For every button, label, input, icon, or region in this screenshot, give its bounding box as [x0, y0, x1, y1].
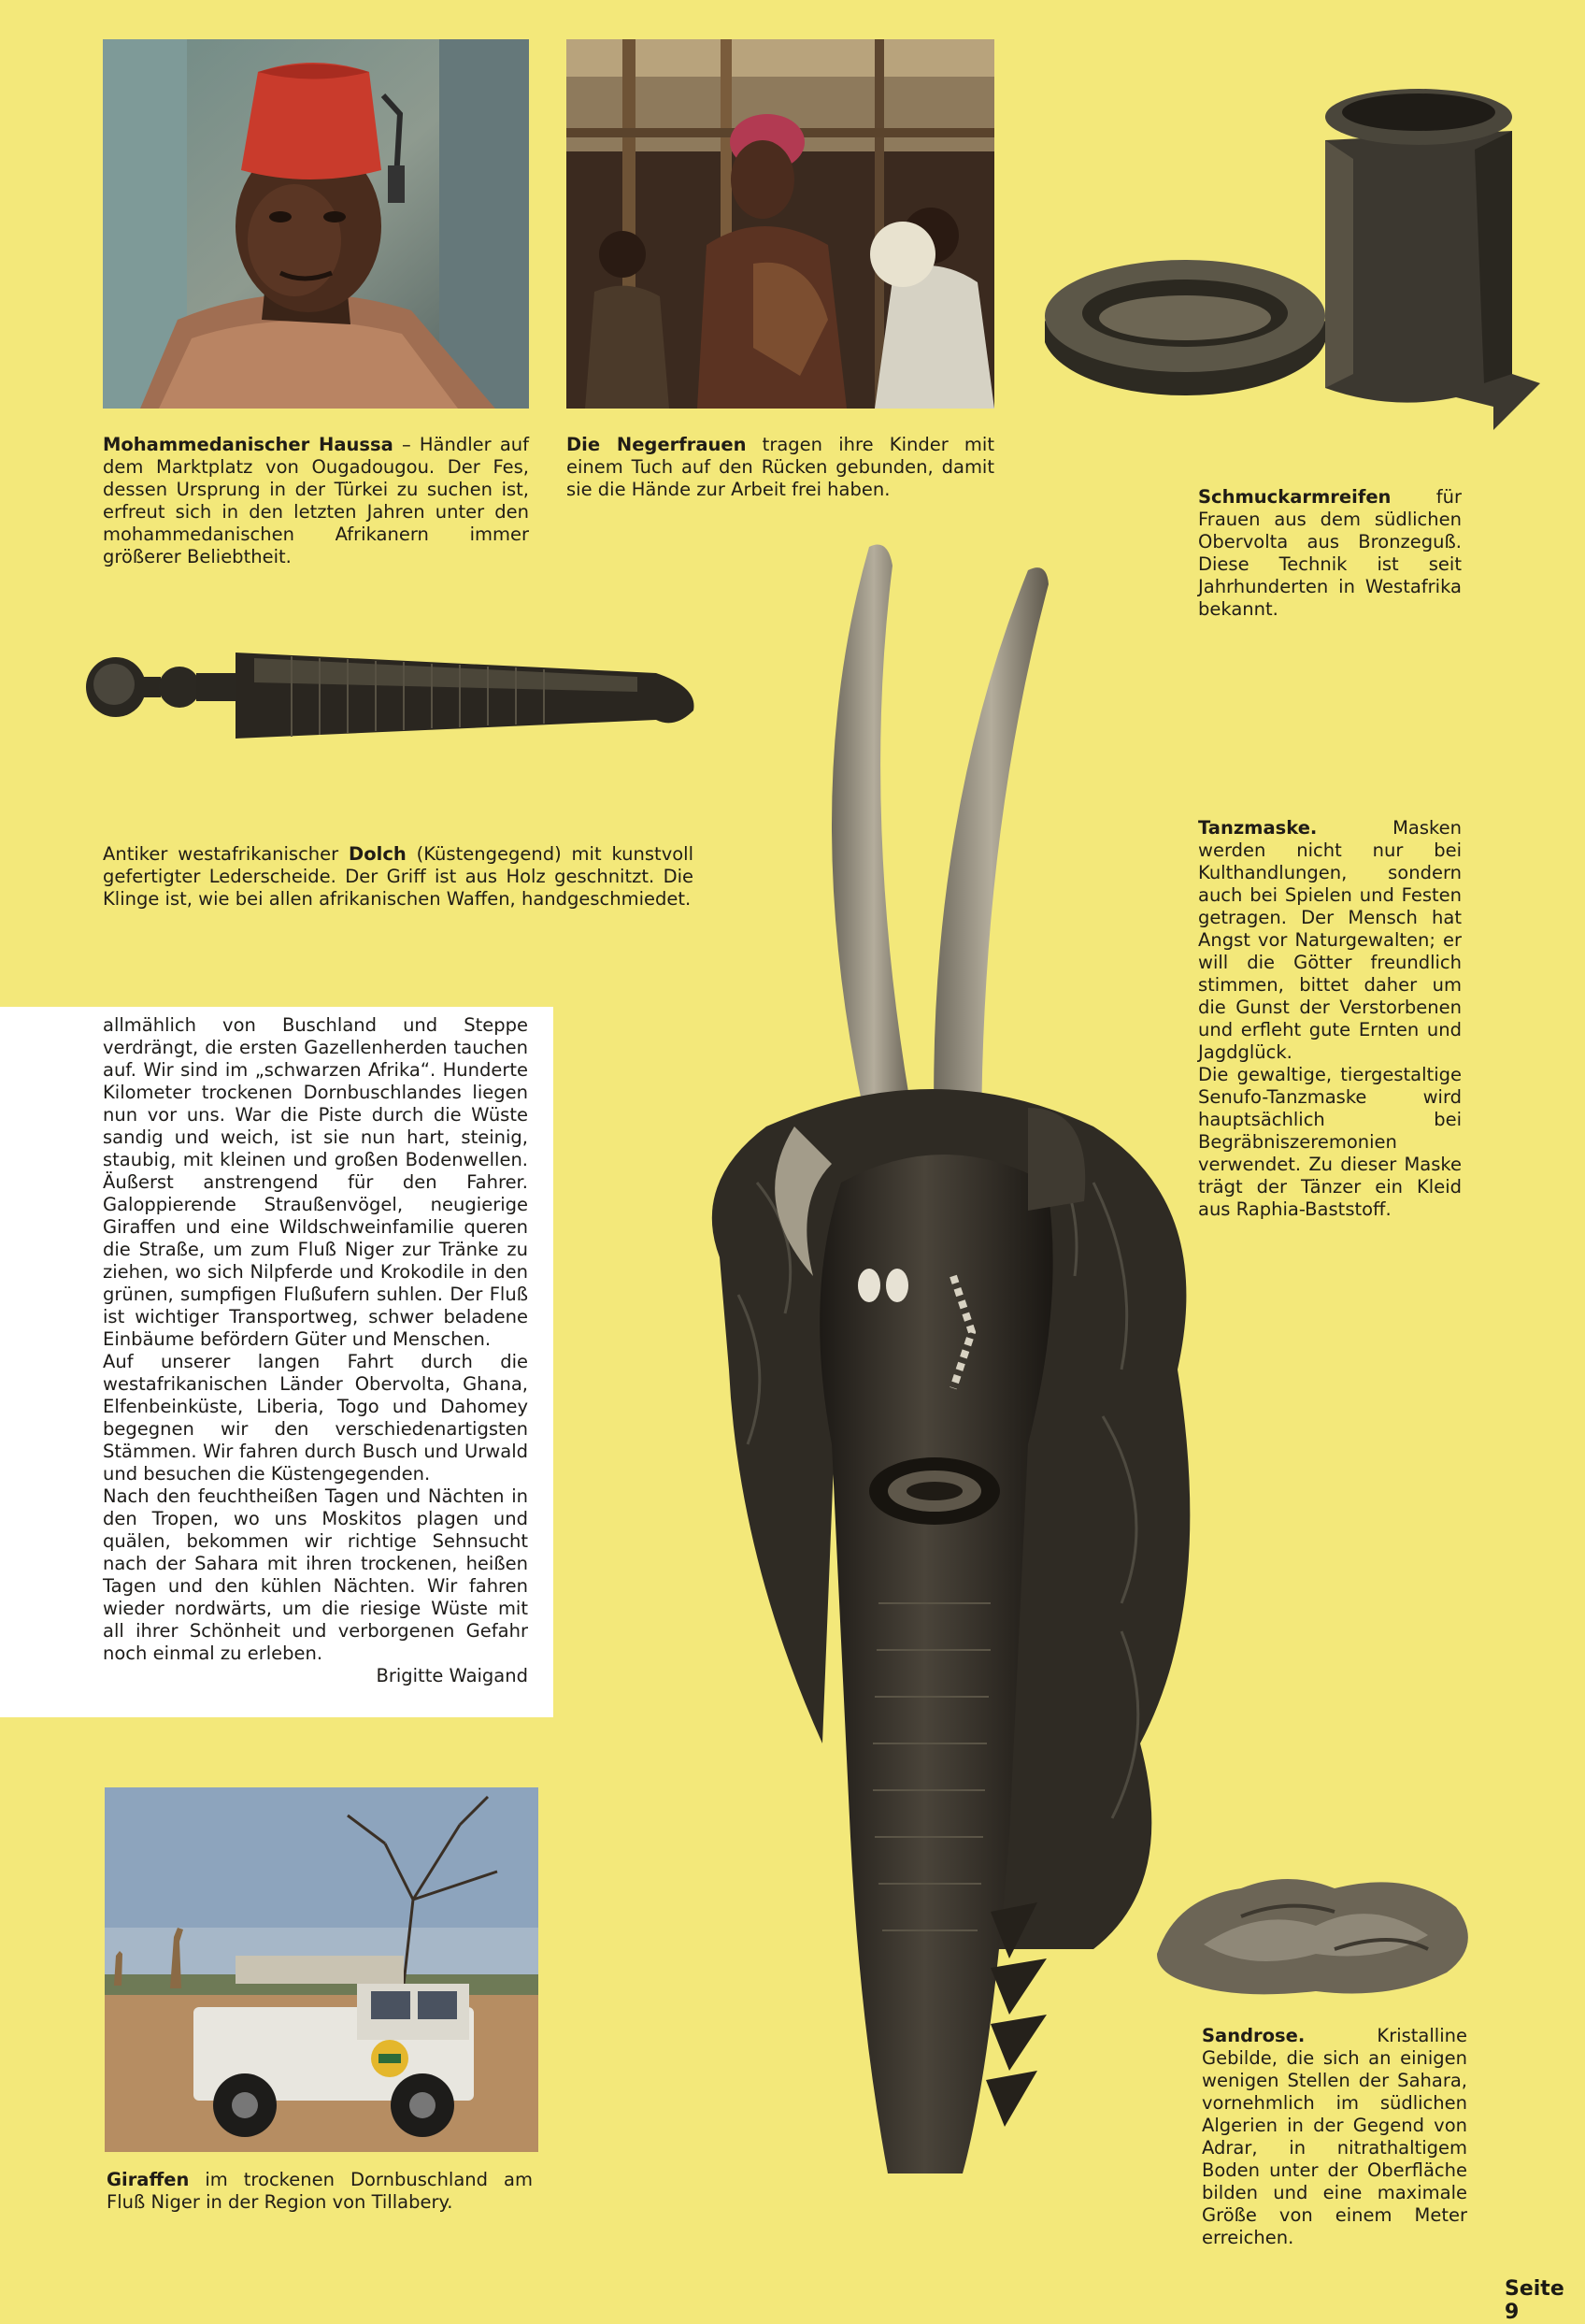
mask-caption-text: Masken werden nicht nur bei Kulthandlungen, sondern auch bei Spielen und Festen getragen. Der Mensch hat Angst vor Naturgewalten; er will die Götter freundlich stimmen, bittet daher um die Gunst der Verstorbenen und erfleht gute Ernten und Jagdglück.: [1198, 817, 1462, 1063]
haussa-caption-text: – Händler auf dem Marktplatz von Ougadougou. Der Fes, dessen Ursprung in der Türkei zu suchen ist, erfreut sich in den letzten Jahren unter den mohammedanischen Afrikanern immer größerer Beliebtheit.: [103, 434, 529, 567]
page-number: Seite 9: [1505, 2277, 1564, 2324]
bronze-bracelet-image: [1045, 75, 1568, 449]
women-caption-title: Die Negerfrauen: [566, 434, 747, 455]
landrover-photo: [105, 1787, 538, 2152]
bracelet-caption: [1198, 486, 1462, 621]
article-paragraph: Nach den feuchtheißen Tagen und Nächten in den Tropen, wo uns Moskitos plagen und quälen, bekommen wir richtige Sehnsucht nach der Sahara mit ihren trockenen, heißen Tagen und den kühlen Nächten. Wir fahren wieder nordwärts, um die riesige Wüste mit all ihrer Schönheit und verborgenen Gefahr noch einmal zu erleben.: [103, 1485, 528, 1664]
bracelet-caption-text: für Frauen aus dem südlichen Obervolta aus Bronzeguß. Diese Technik ist seit Jahrhunderten in Westafrika bekannt.: [1198, 486, 1462, 620]
sandrose-caption-title: Sandrose.: [1202, 2025, 1306, 2046]
dagger-caption-text: (Küstengegend) mit kunstvoll gefertigter Lederscheide. Der Griff ist aus Holz geschnitzt. Die Klinge ist, wie bei allen afrikanischen Waffen, handgeschmiedet.: [103, 843, 693, 910]
sandrose-caption: [1202, 2025, 1467, 2249]
dagger-caption-pre: Antiker westafrikanischer: [103, 843, 350, 865]
giraffes-caption: [107, 2169, 533, 2214]
senufo-mask-image: [654, 528, 1234, 2211]
women-caption-text: tragen ihre Kinder mit einem Tuch auf den Rücken gebunden, damit sie die Hände zur Arbeit frei haben.: [566, 434, 994, 500]
haussa-caption-title: Mohammedanischer Haussa: [103, 434, 393, 455]
sandrose-image: [1148, 1860, 1484, 2010]
mask-caption-title: Tanzmaske.: [1198, 817, 1318, 839]
bracelet-caption-title: Schmuckarmreifen: [1198, 486, 1392, 508]
article-text: [103, 1014, 528, 1687]
haussa-photo: [103, 39, 529, 409]
market-women-photo: [566, 39, 994, 409]
dagger-image: [77, 636, 703, 776]
article-box: [0, 1007, 553, 1717]
women-caption: [566, 434, 994, 501]
mask-caption-text-2: Die gewaltige, tiergestaltige Senufo-Tanzmaske wird hauptsächlich bei Begräbniszeremonien verwendet. Zu dieser Maske trägt der Tänzer ein Kleid aus Raphia-Baststoff.: [1198, 1064, 1462, 1220]
mask-caption: [1198, 817, 1462, 1221]
giraffes-caption-title: Giraffen: [107, 2169, 190, 2190]
dagger-caption: [103, 843, 693, 911]
article-author: Brigitte Waigand: [376, 1665, 528, 1686]
article-paragraph: allmählich von Buschland und Steppe verdrängt, die ersten Gazellenherden tauchen auf. Wir sind im „schwarzen Afrika“. Hunderte Kilometer trockenen Dornbuschlandes liegen nun vor uns. War die Piste durch die Wüste sandig und weich, ist sie nun hart, steinig, staubig, mit kleinen und großen Bodenwellen. Äußerst anstrengend für den Fahrer. Galoppierende Straußenvögel, neugierige Giraffen und eine Wildschweinfamilie queren die Straße, um zum Fluß Niger zur Tränke zu ziehen, wo sich Nilpferde und Krokodile in den grünen, sumpfigen Flußufern suhlen. Der Fluß ist wichtiger Transportweg, schwer beladene Einbäume befördern Güter und Menschen.: [103, 1014, 528, 1350]
sandrose-caption-text: Kristalline Gebilde, die sich an einigen wenigen Stellen der Sahara, vornehmlich im südlichen Algerien in der Gegend von Adrar, in nitrathaltigem Boden unter der Oberfläche bilden und eine maximale Größe von einem Meter erreichen.: [1202, 2025, 1467, 2248]
haussa-caption: [103, 434, 529, 568]
giraffes-caption-text: im trockenen Dornbuschland am Fluß Niger in der Region von Tillabery.: [107, 2169, 533, 2213]
article-paragraph: Auf unserer langen Fahrt durch die westafrikanischen Länder Obervolta, Ghana, Elfenbeinküste, Liberia, Togo und Dahomey begegnen wir den verschiedenartigsten Stämmen. Wir fahren durch Busch und Urwald und besuchen die Küstengegenden.: [103, 1351, 528, 1485]
dagger-caption-title: Dolch: [349, 843, 407, 865]
